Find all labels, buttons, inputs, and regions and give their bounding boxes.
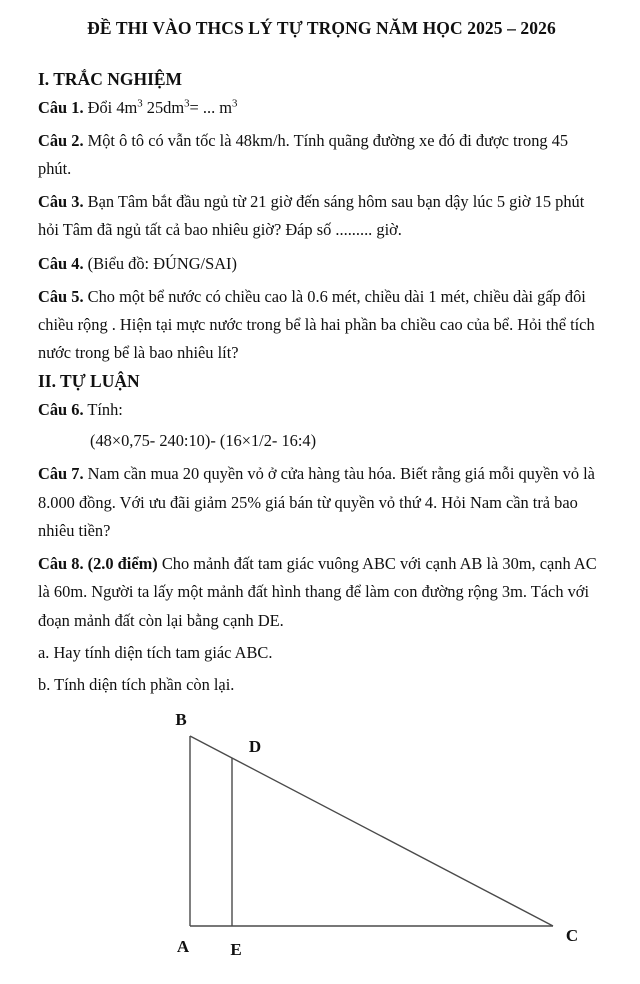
- triangle-figure-svg: [0, 700, 640, 984]
- section-heading-tu-luan: II. TỰ LUẬN: [38, 371, 140, 392]
- question-3-body: Bạn Tâm bắt đầu ngủ từ 21 giờ đến sáng hôm sau bạn dậy lúc 5 giờ 15 phút hỏi Tâm đã ngủ tất cả bao nhiêu giờ? Đáp số ......... giờ.: [38, 192, 585, 240]
- question-8-part-b: b. Tính diện tích phần còn lại.: [38, 674, 235, 694]
- section-heading-trac-nghiem: I. TRẮC NGHIỆM: [38, 69, 183, 89]
- question-3-lead: Câu 3.: [38, 192, 84, 212]
- question-3: [38, 183, 605, 244]
- question-1: [38, 89, 605, 122]
- question-6-body: Tính:: [83, 399, 123, 419]
- segment-bc: [190, 736, 553, 926]
- question-1-text-c: = ... m: [189, 97, 233, 117]
- vertex-label-d: D: [248, 737, 262, 756]
- question-5-body: Cho một bể nước có chiều cao là 0.6 mét, chiều dài 1 mét, chiều dài gấp đôi chiều rộng . Hiện tại mực nước trong bể là hai phần ba chiều cao của bể. Hỏi thể tích nước trong bể là bao nhiêu lít?: [38, 286, 595, 363]
- question-4: [38, 245, 605, 278]
- question-2-lead: Câu 2.: [38, 130, 84, 150]
- question-6-expression: (48×0,75- 240:10)- (16×1/2- 16:4): [90, 431, 317, 451]
- question-5-lead: Câu 5.: [38, 286, 84, 306]
- question-7-lead: Câu 7.: [38, 464, 84, 484]
- triangle-figure: [0, 700, 640, 984]
- question-1-text-b: 25dm: [142, 97, 185, 117]
- question-8-lead: Câu 8. (2.0 điểm): [38, 554, 158, 574]
- question-5: [38, 278, 605, 368]
- question-1-sup-1: 3: [137, 97, 143, 110]
- vertex-label-a: A: [176, 937, 190, 956]
- question-1-text-a: Đổi 4m: [83, 97, 138, 117]
- question-4-lead: Câu 4.: [38, 253, 84, 273]
- question-6: [38, 391, 605, 424]
- vertex-label-c: C: [565, 926, 579, 945]
- question-6-lead: Câu 6.: [38, 399, 84, 419]
- question-1-lead: Câu 1.: [38, 97, 84, 117]
- question-4-body: (Biểu đồ: ĐÚNG/SAI): [83, 253, 237, 273]
- question-1-sup-2: 3: [184, 97, 190, 110]
- question-2: [38, 122, 605, 183]
- question-8-body: Cho mảnh đất tam giác vuông ABC với cạnh AB là 30m, cạnh AC là 60m. Người ta lấy một mảnh đất hình thang để làm con đường rộng 3m. Tách với đoạn mảnh đất còn lại bằng cạnh DE.: [38, 554, 597, 630]
- question-7: [38, 455, 605, 545]
- question-2-body: Một ô tô có vẫn tốc là 48km/h. Tính quãng đường xe đó đi được trong 45 phút.: [38, 130, 569, 178]
- page-title: ĐỀ THI VÀO THCS LÝ TỰ TRỌNG NĂM HỌC 2025 – 2026: [87, 18, 556, 38]
- question-1-sup-3: 3: [232, 97, 238, 110]
- vertex-label-b: B: [175, 710, 187, 729]
- question-8-part-a: a. Hay tính diện tích tam giác ABC.: [38, 642, 273, 662]
- question-8: [38, 545, 605, 635]
- vertex-label-e: E: [230, 940, 242, 959]
- question-7-body: Nam cần mua 20 quyền vỏ ở cửa hàng tàu hóa. Biết rằng giá mỗi quyền vỏ là 8.000 đồng. Với ưu đãi giảm 25% giá bán từ quyền vỏ thứ 4. Hỏi Nam cần trả bao nhiêu tiền?: [38, 464, 595, 540]
